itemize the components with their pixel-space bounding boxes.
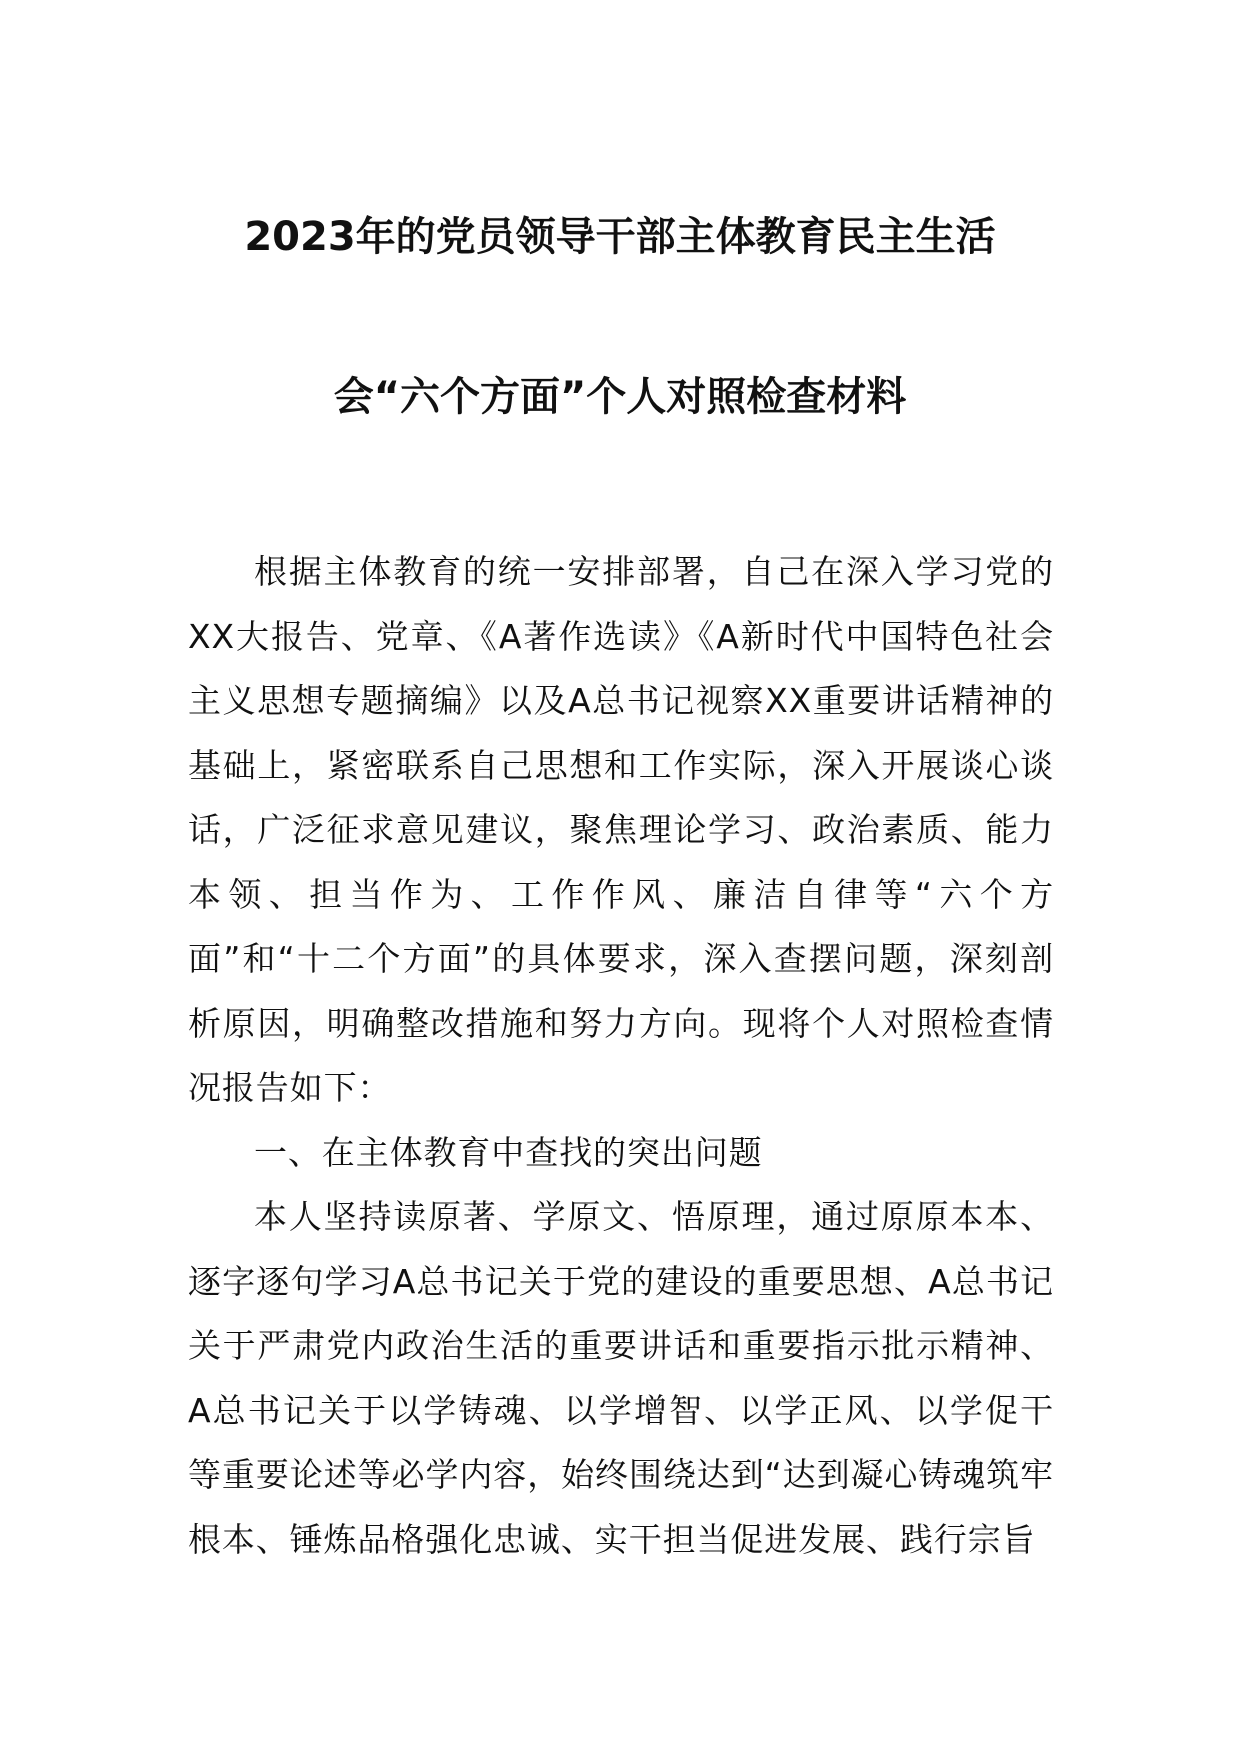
document-title-line-1: 2023年的党员领导干部主体教育民主生活 [244, 214, 996, 260]
body-paragraph-study: 本人坚持读原著、学原文、悟原理，通过原原本本、逐字逐句学习A总书记关于党的建设的重要思想、A总书记关于严肃党内政治生活的重要讲话和重要指示批示精神、A总书记关于以学铸魂、以学增智、以学正风、以学促干等重要论述等必学内容，始终围绕达到“达到凝心铸魂筑牢根本、锤炼品格强化忠诚、实干担当促进发展、践行宗旨 [188, 1197, 1054, 1559]
document-title-line-2: 会“六个方面”个人对照检查材料 [333, 374, 907, 420]
document-body [188, 540, 1054, 1572]
body-paragraph-intro: 根据主体教育的统一安排部署，自己在深入学习党的XX大报告、党章、《A著作选读》《A新时代中国特色社会主义思想专题摘编》以及A总书记视察XX重要讲话精神的基础上，紧密联系自己思想和工作实际，深入开展谈心谈话，广泛征求意见建议，聚焦理论学习、政治素质、能力本领、担当作为、工作作风、廉洁自律等“六个方面”和“十二个方面”的具体要求，深入查摆问题，深刻剖析原因，明确整改措施和努力方向。现将个人对照检查情况报告如下： [188, 552, 1054, 1107]
section-heading: 一、在主体教育中查找的突出问题 [254, 1132, 763, 1172]
